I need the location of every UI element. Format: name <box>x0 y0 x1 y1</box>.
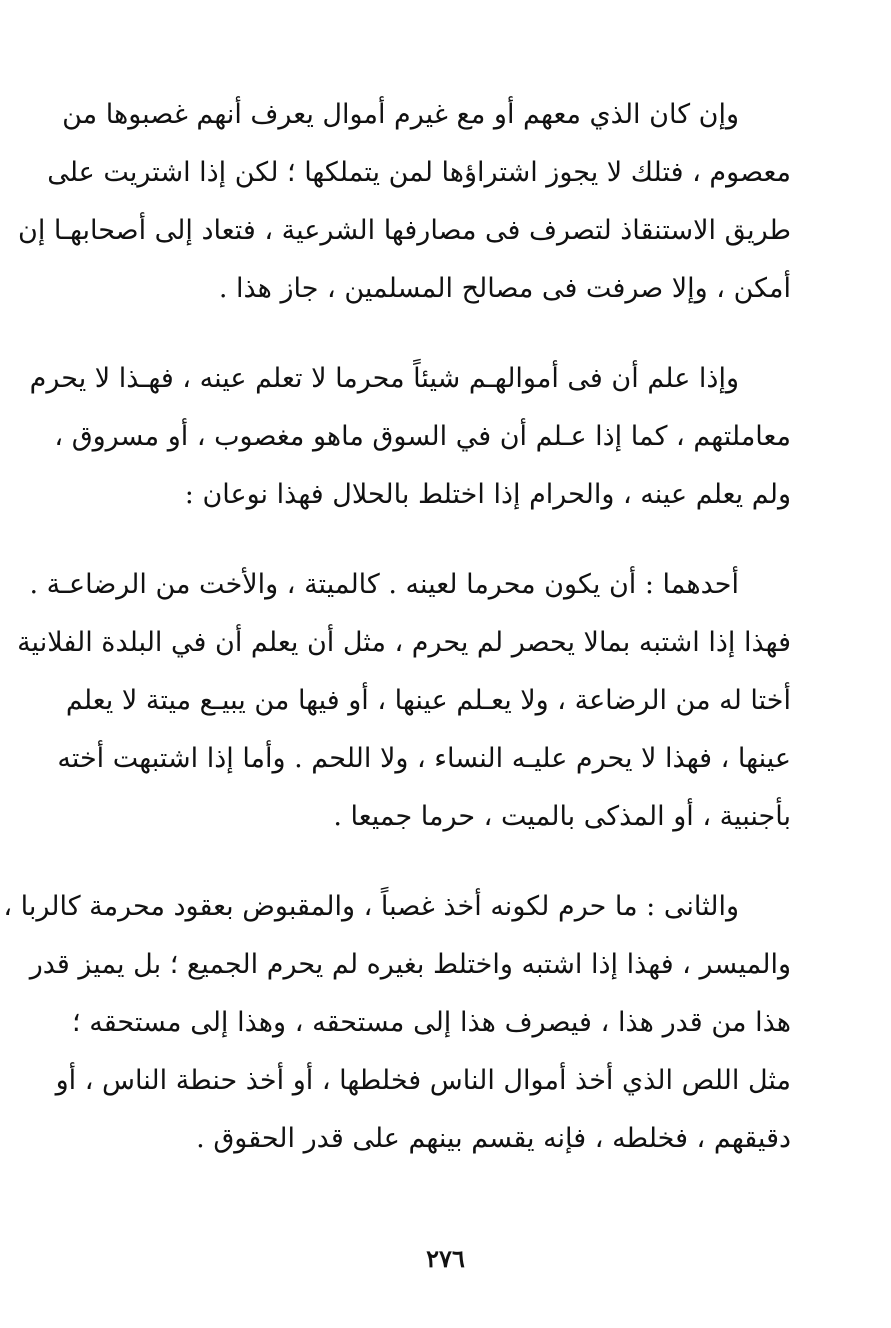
text-line: أحدهما : أن يكون محرما لعينه . كالميتة ، والأخت من الرضاعـة . <box>29 569 739 600</box>
text-line: أمكن ، وإلا صرفت فى مصالح المسلمين ، جاز هذا . <box>218 273 791 304</box>
text-line: معاملتهم ، كما إذا عـلم أن في السوق ماهو مغصوب ، أو مسروق ، <box>54 421 791 452</box>
text-line: وإذا علم أن فى أموالهـم شيئاً محرما لا تعلم عينه ، فهـذا لا يحرم <box>29 363 739 394</box>
text-line: ولم يعلم عينه ، والحرام إذا اختلط بالحلال فهذا نوعان : <box>184 479 791 510</box>
page-number: ٢٧٦ <box>426 1244 465 1273</box>
text-line: والثانى : ما حرم لكونه أخذ غصباً ، والمقبوض بعقود محرمة كالربا ، <box>3 891 739 922</box>
text-line: دقيقهم ، فخلطه ، فإنه يقسم بينهم على قدر الحقوق . <box>196 1123 791 1154</box>
text-line: معصوم ، فتلك لا يجوز اشتراؤها لمن يتملكها ؛ لكن إذا اشتريت على <box>47 157 791 188</box>
text-line: بأجنبية ، أو المذكى بالميت ، حرما جميعا . <box>333 801 791 832</box>
paragraph-1 <box>17 86 791 318</box>
text-line: مثل اللص الذي أخذ أموال الناس فخلطها ، أو أخذ حنطة الناس ، أو <box>55 1065 791 1096</box>
paragraph-3 <box>17 556 791 846</box>
paragraph-2 <box>29 350 791 524</box>
paragraph-4 <box>3 878 791 1168</box>
text-line: وإن كان الذي معهم أو مع غيرم أموال يعرف أنهم غصبوها من <box>62 99 739 130</box>
text-line: هذا من قدر هذا ، فيصرف هذا إلى مستحقه ، وهذا إلى مستحقه ؛ <box>72 1007 791 1038</box>
text-line: والميسر ، فهذا إذا اشتبه واختلط بغيره لم يحرم الجميع ؛ بل يميز قدر <box>29 949 791 980</box>
text-line: أختا له من الرضاعة ، ولا يعـلم عينها ، أو فيها من يبيـع ميتة لا يعلم <box>65 685 791 716</box>
text-line: فهذا إذا اشتبه بمالا يحصر لم يحرم ، مثل أن يعلم أن في البلدة الفلانية <box>17 627 791 658</box>
text-line: عينها ، فهذا لا يحرم عليـه النساء ، ولا اللحم . وأما إذا اشتبهت أخته <box>57 743 791 774</box>
text-line: طريق الاستنقاذ لتصرف فى مصارفها الشرعية ، فتعاد إلى أصحابهـا إن <box>17 215 791 246</box>
